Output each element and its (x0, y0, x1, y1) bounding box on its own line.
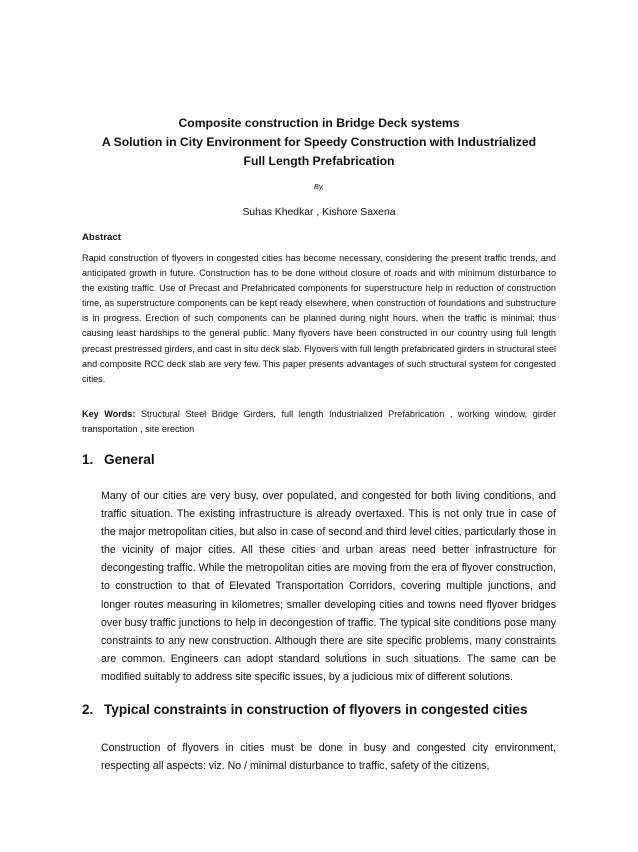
section-heading-general (82, 452, 155, 467)
section-number: 1. (82, 452, 94, 467)
title-line-1: Composite construction in Bridge Deck systems (178, 116, 460, 130)
keywords-label: Key Words: (82, 409, 136, 419)
authors: Suhas Khedkar , Kishore Saxena (242, 207, 396, 218)
abstract-body: Rapid construction of flyovers in congested cities has become necessary, considering the present traffic trends, and anticipated growth in future. Construction has to be done without closure of roads and with minimum disturbance to the existing traffic. Use of Precast and Prefabricated components for superstructure help in reduction of construction time, as superstructure components can be kept ready elsewhere, when construction of foundations and substructure is in progress. Erection of such components can be planned during night hours, when the traffic is minimal; thus causing least hardships to the general public. Many flyovers have been constructed in our country using full length precast prestressed girders, and cast in situ deck slab. Flyovers with full length prefabricated girders in structural steel and composite RCC deck slab are very few. This paper presents advantages of such structural system for congested cities. (82, 253, 556, 384)
section-title: General (104, 452, 155, 467)
title-line-3: Full Length Prefabrication (243, 154, 395, 168)
section-heading-constraints (82, 702, 528, 717)
keywords (82, 407, 556, 437)
section-body-constraints: Construction of flyovers in cities must be done in busy and congested city environment, respecting all aspects: viz. No / minimal disturbance to traffic, safety of the citizens, (101, 742, 556, 773)
title-line-2: A Solution in City Environment for Speedy Construction with Industrialized (101, 135, 537, 149)
by-label: By, (313, 182, 325, 191)
section-number: 2. (82, 702, 94, 717)
keywords-text: Structural Steel Bridge Girders, full length Industrialized Prefabrication , working window, girder transportation , site erection (82, 409, 556, 435)
abstract-heading: Abstract (82, 232, 121, 243)
section-title: Typical constraints in construction of flyovers in congested cities (104, 702, 528, 717)
paper-title (60, 114, 578, 171)
section-body-general: Many of our cities are very busy, over populated, and congested for both living conditions, and traffic situation. The existing infrastructure is already overtaxed. This is not only true in case of the major metropolitan cities, but also in case of second and third level cities, particularly those in the vicinity of major cities. All these cities and urban areas need better infrastructure for decongesting traffic. While the metropolitan cities are moving from the era of flyover construction, to construction to that of Elevated Transportation Corridors, covering multiple junctions, and longer routes measuring in kilometres; smaller developing cities and towns need flyover bridges over busy traffic junctions to help in decongestion of traffic. The typical site conditions pose many constraints to any new construction. Although there are site specific problems, many constraints are common. Engineers can adopt standard solutions in such situations. The same can be modified suitably to address site specific issues, by a judicious mix of different solutions. (101, 490, 556, 683)
